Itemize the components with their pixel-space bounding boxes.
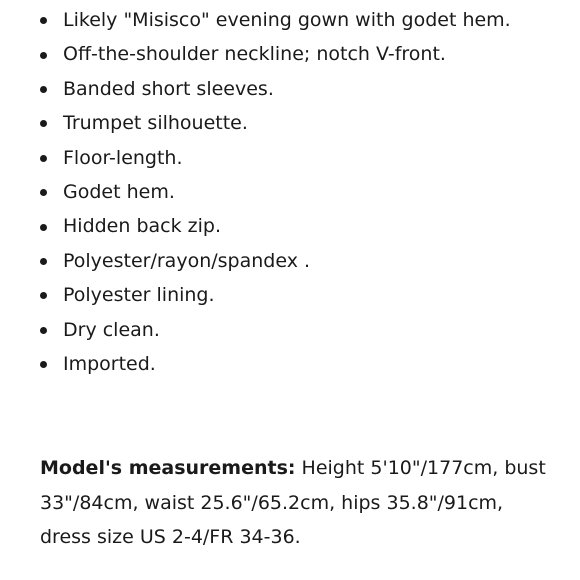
model-measurements [40, 451, 550, 555]
feature-text: Banded short sleeves. [63, 77, 274, 100]
bullet-icon [40, 17, 47, 24]
bullet-icon [40, 120, 47, 127]
list-item [38, 347, 511, 381]
list-item [38, 72, 511, 106]
bullet-icon [40, 361, 47, 368]
feature-text: Polyester lining. [63, 284, 215, 307]
bullet-icon [40, 189, 47, 196]
bullet-icon [40, 86, 47, 93]
measurements-label: Model's measurements: [40, 457, 296, 479]
feature-text: Dry clean. [63, 318, 160, 341]
measurements-text: Height 5'10"/177cm, bust 33"/84cm, waist 25.6"/65.2cm, hips 35.8"/91cm, dress size US 2-4/FR 34-36. [40, 457, 546, 548]
bullet-icon [40, 224, 47, 231]
product-features-list [38, 3, 511, 381]
list-item [38, 209, 511, 243]
bullet-icon [40, 155, 47, 162]
list-item [38, 37, 511, 71]
bullet-icon [40, 292, 47, 299]
bullet-icon [40, 258, 47, 265]
feature-text: Imported. [63, 352, 156, 375]
list-item [38, 141, 511, 175]
list-item [38, 175, 511, 209]
bullet-icon [40, 327, 47, 334]
feature-text: Off-the-shoulder neckline; notch V-front. [63, 43, 446, 66]
list-item [38, 106, 511, 140]
list-item [38, 278, 511, 312]
list-item [38, 3, 511, 37]
feature-text: Likely "Misisco" evening gown with godet hem. [63, 9, 511, 31]
list-item [38, 244, 511, 278]
feature-text: Trumpet silhouette. [63, 112, 248, 135]
list-item [38, 313, 511, 347]
feature-text: Polyester/rayon/spandex . [63, 249, 311, 272]
feature-text: Hidden back zip. [63, 215, 222, 238]
feature-text: Godet hem. [63, 180, 175, 203]
bullet-icon [40, 52, 47, 59]
feature-text: Floor-length. [63, 146, 183, 169]
